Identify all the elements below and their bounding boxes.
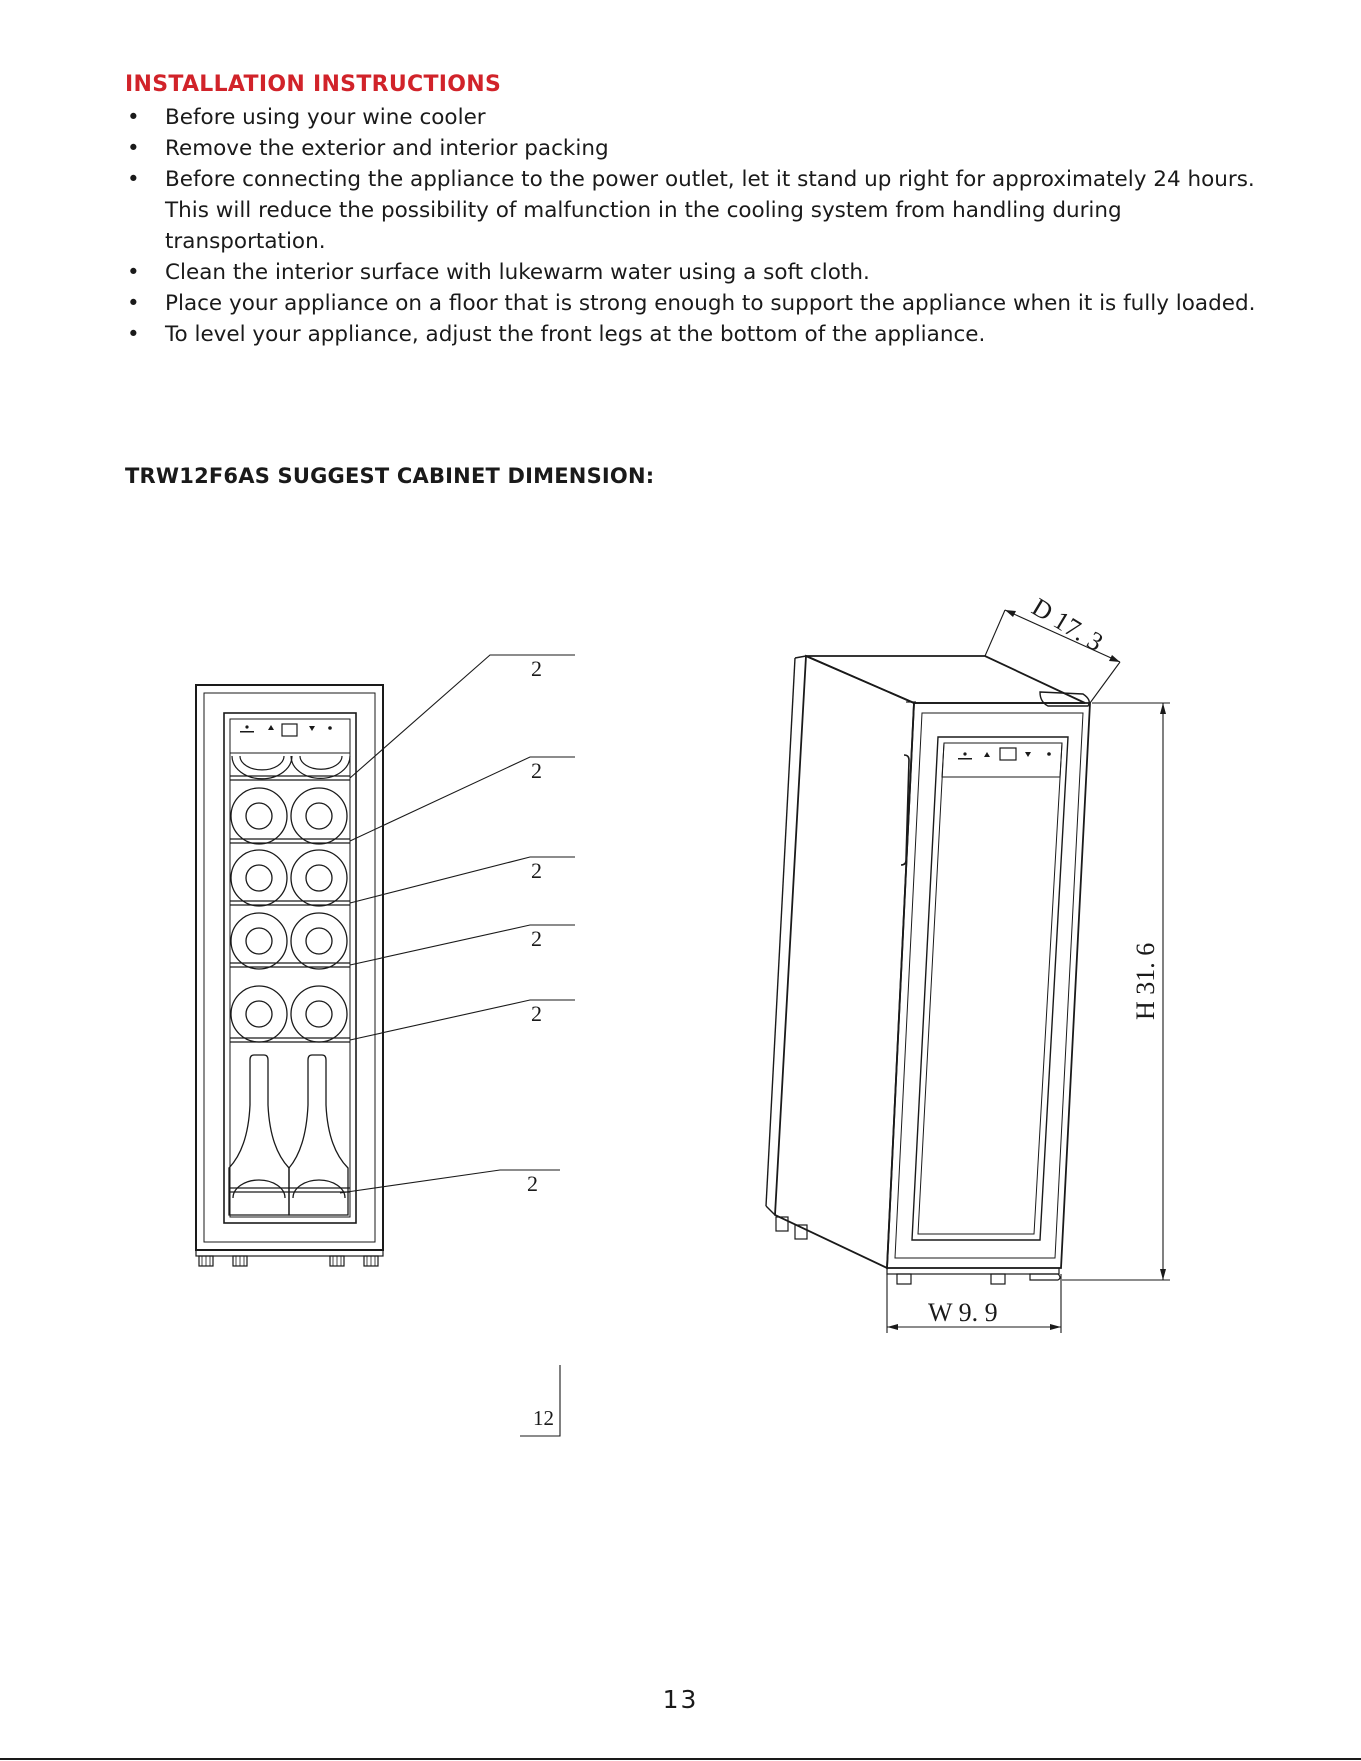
shelf-label-1: 2 bbox=[531, 656, 542, 681]
total-capacity-label: 12 bbox=[533, 1406, 554, 1430]
list-item-text: Before connecting the appliance to the power outlet, let it stand up right for approximately 24 hours. This will reduce the possibility of malfunction in the cooling system from handling during transportation. bbox=[165, 167, 1255, 254]
shelf-label-6: 2 bbox=[527, 1171, 538, 1196]
bullet-glyph: • bbox=[127, 136, 140, 161]
list-item-text: Remove the exterior and interior packing bbox=[165, 136, 609, 161]
shelf-label-3: 2 bbox=[531, 858, 542, 883]
list-item-text: To level your appliance, adjust the front legs at the bottom of the appliance. bbox=[165, 322, 986, 347]
depth-dimension-label: D 17. 3 bbox=[1026, 592, 1109, 657]
list-item bbox=[125, 133, 1275, 164]
bullet-glyph: • bbox=[127, 167, 140, 192]
front-view-cooler bbox=[196, 685, 383, 1266]
list-item bbox=[125, 102, 1275, 133]
bullet-glyph: • bbox=[127, 105, 140, 130]
cabinet-dimension-title: TRW12F6AS SUGGEST CABINET DIMENSION: bbox=[125, 464, 655, 488]
height-dimension-label: H 31. 6 bbox=[1131, 942, 1160, 1020]
perspective-view-cooler bbox=[766, 656, 1090, 1284]
bullet-glyph: • bbox=[127, 291, 140, 316]
list-item bbox=[125, 319, 1275, 350]
list-item bbox=[125, 288, 1275, 319]
list-item bbox=[125, 257, 1275, 288]
installation-title: INSTALLATION INSTRUCTIONS bbox=[125, 72, 502, 97]
list-item bbox=[125, 164, 1275, 257]
front-leveling-feet bbox=[196, 1250, 383, 1266]
cabinet-dimension-drawing bbox=[0, 560, 1361, 1460]
installation-list bbox=[125, 102, 1275, 350]
front-shelf-rails bbox=[230, 776, 350, 1192]
page-number: 13 bbox=[662, 1685, 699, 1714]
list-item-text: Before using your wine cooler bbox=[165, 105, 486, 130]
list-item-text: Clean the interior surface with lukewarm water using a soft cloth. bbox=[165, 260, 870, 285]
bullet-glyph: • bbox=[127, 322, 140, 347]
bullet-glyph: • bbox=[127, 260, 140, 285]
shelf-label-2: 2 bbox=[531, 758, 542, 783]
perspective-display-icon bbox=[1000, 748, 1016, 760]
display-icon bbox=[282, 724, 297, 736]
shelf-label-4: 2 bbox=[531, 926, 542, 951]
width-dimension-label: W 9. 9 bbox=[928, 1298, 998, 1327]
front-bottle-row-top bbox=[232, 756, 350, 779]
front-standing-bottles bbox=[229, 1055, 348, 1215]
control-button-icons bbox=[240, 725, 332, 733]
front-bottle-bases bbox=[231, 788, 347, 1042]
bottom-rule bbox=[0, 1758, 1361, 1760]
shelf-label-5: 2 bbox=[531, 1001, 542, 1026]
perspective-button-icons bbox=[958, 752, 1051, 760]
dimension-lines bbox=[887, 610, 1170, 1333]
list-item-text: Place your appliance on a floor that is strong enough to support the appliance when it is fully loaded. bbox=[165, 291, 1256, 316]
